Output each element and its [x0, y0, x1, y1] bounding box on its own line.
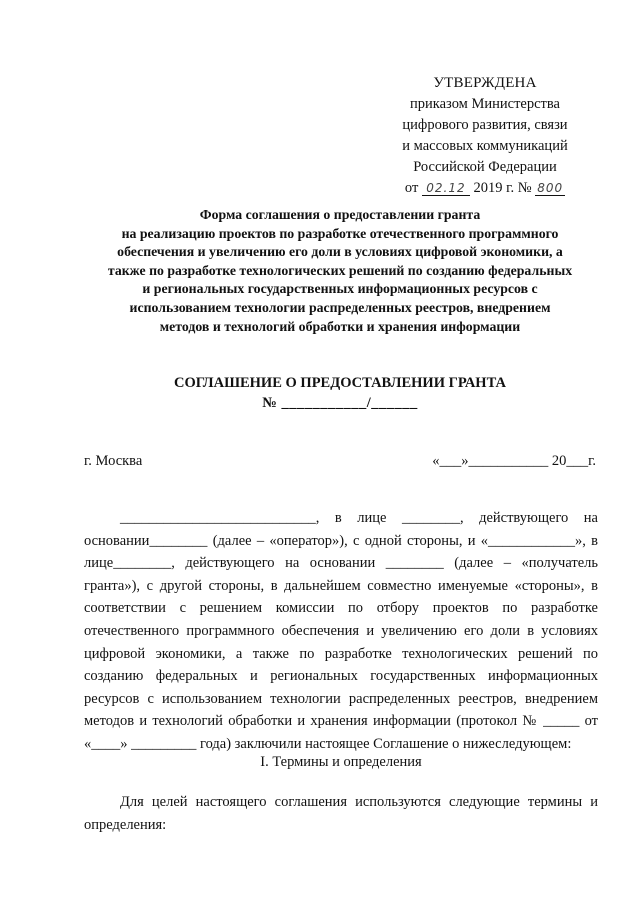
definitions-paragraph [84, 791, 598, 836]
approval-line: и массовых коммуникаций [402, 138, 568, 154]
form-title [80, 206, 600, 336]
form-title-line: использованием технологии распределенных реестров, внедрением [129, 299, 551, 315]
approval-line: Российской Федерации [413, 159, 557, 175]
preamble-paragraph [84, 507, 598, 756]
agreement-number-line: № ___________/______ [262, 395, 418, 411]
form-title-line: обеспечения и увеличению его доли в условиях цифровой экономики, а [117, 244, 563, 260]
approval-heading: УТВЕРЖДЕНА [433, 75, 537, 91]
agreement-date-line: «___»___________ 20___г. [432, 453, 596, 469]
form-title-line: также по разработке технологических решений по созданию федеральных [107, 262, 573, 278]
approval-line: приказом Министерства [410, 96, 560, 112]
form-title-line: и региональных государственных информационных ресурсов с [142, 281, 538, 297]
preamble-text: ___________________________, в лице ________, действующего на основании________ (далее – «оператор»), с одной стороны, и «____________», в лице________, действующего на основании ________ (далее – «получатель гранта»), с другой стороны, в дальнейшем совместно именуемые «стороны», в соответствии с решением комиссии по отбору проектов по разработке отечественного программного обеспечения и увеличению его доли в условиях цифровой экономики, а также по разработке технологических решений по созданию федеральных и региональных государственных информационных ресурсов с использованием технологии распределенных реестров, внедрением методов и технологий обработки и хранения информации (протокол № _____ от «____» _________ года) заключили настоящее Соглашение о нижеследующем: [84, 510, 598, 752]
agreement-title: СОГЛАШЕНИЕ О ПРЕДОСТАВЛЕНИИ ГРАНТА [174, 375, 506, 391]
form-title-line: Форма соглашения о предоставлении гранта [199, 207, 481, 222]
form-title-line: методов и технологий обработки и хранения информации [159, 318, 521, 334]
agreement-heading [80, 373, 600, 413]
form-title-line: на реализацию проектов по разработке отечественного программного [121, 225, 559, 241]
section-heading: I. Термины и определения [260, 754, 422, 770]
approval-order-line [380, 178, 590, 199]
approval-line: цифрового развития, связи [402, 117, 568, 133]
order-year: 2019 г. № [473, 180, 532, 196]
definitions-intro: Для целей настоящего соглашения используются следующие термины и определения: [84, 794, 598, 833]
handwritten-order-number: 800 [537, 181, 564, 195]
approval-stamp [380, 73, 590, 199]
handwritten-order-date: 02.12 [422, 181, 470, 196]
order-prefix: от [404, 180, 419, 196]
place-of-signing: г. Москва [84, 453, 143, 469]
